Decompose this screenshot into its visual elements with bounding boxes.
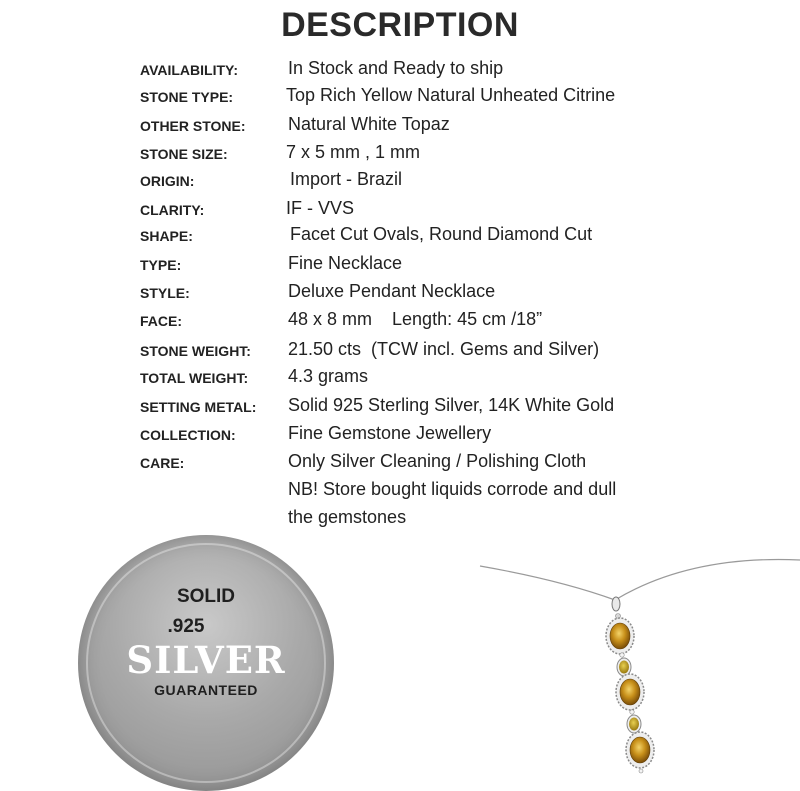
spec-value: Facet Cut Ovals, Round Diamond Cut [290,224,593,244]
spec-row-shape [0,219,800,249]
citrine-gem [629,718,639,731]
spec-value: 7 x 5 mm , 1 mm [286,142,421,162]
citrine-gem [619,661,629,674]
spec-value: Natural White Topaz [288,114,450,134]
spec-value: 21.50 cts (TCW incl. Gems and Silver) [288,339,600,359]
care-note-line: the gemstones [288,507,407,527]
spec-row-origin [0,164,800,194]
spec-label: STONE TYPE: [140,89,234,105]
spec-row-face [0,304,800,334]
spec-label: FACE: [140,313,182,329]
spec-value: Fine Necklace [288,253,403,273]
spec-label: SHAPE: [140,228,193,244]
topaz-accent [630,710,634,714]
spec-label: STONE WEIGHT: [140,343,251,359]
spec-label: STYLE: [140,285,190,301]
spec-label: COLLECTION: [140,427,236,443]
spec-label: STONE SIZE: [140,146,228,162]
spec-value: Fine Gemstone Jewellery [288,423,492,443]
spec-value: Only Silver Cleaning / Polishing Cloth [288,451,587,471]
spec-label: SETTING METAL: [140,399,257,415]
spec-row-setting-metal [0,390,800,420]
spec-value: Top Rich Yellow Natural Unheated Citrine [286,85,616,105]
spec-row-stone-weight [0,334,800,364]
citrine-gem [610,623,630,649]
badge-guaranteed-text: GUARANTEED [154,682,258,698]
topaz-accent [639,769,643,773]
badge-silver-text: SILVER [126,638,286,682]
spec-label: CLARITY: [140,202,205,218]
spec-value: Solid 925 Sterling Silver, 14K White Gold [288,395,615,415]
necklace-chain [615,560,800,601]
spec-value: In Stock and Ready to ship [288,58,504,78]
spec-row-style [0,276,800,306]
spec-value: Import - Brazil [290,169,403,189]
spec-row-type [0,248,800,278]
necklace-image [470,540,800,790]
spec-label: ORIGIN: [140,173,195,189]
spec-value: 4.3 grams [288,366,369,386]
necklace-chain [480,566,615,600]
page-title: DESCRIPTION [281,6,519,44]
badge-925-text: .925 [167,616,205,637]
pendant-bail [612,597,620,611]
badge-solid-text: SOLID [176,586,236,607]
citrine-gem [630,737,650,763]
spec-label: AVAILABILITY: [140,62,238,78]
spec-row-availability [0,53,800,83]
care-note-line: NB! Store bought liquids corrode and dull [288,479,617,499]
citrine-gem [620,679,640,705]
spec-value: IF - VVS [286,198,355,218]
spec-label: TOTAL WEIGHT: [140,370,249,386]
spec-label: TYPE: [140,257,182,273]
spec-value: 48 x 8 mm Length: 45 cm /18” [288,309,543,329]
spec-value: Deluxe Pendant Necklace [288,281,496,301]
spec-row-other-stone [0,109,800,139]
spec-row-total-weight [0,361,800,391]
topaz-accent [620,653,624,657]
spec-label: OTHER STONE: [140,118,246,134]
spec-row-collection [0,418,800,448]
spec-row-care [0,446,800,476]
spec-label: CARE: [140,455,185,471]
spec-row-stone-size [0,137,800,167]
spec-row-stone-type [0,80,800,110]
